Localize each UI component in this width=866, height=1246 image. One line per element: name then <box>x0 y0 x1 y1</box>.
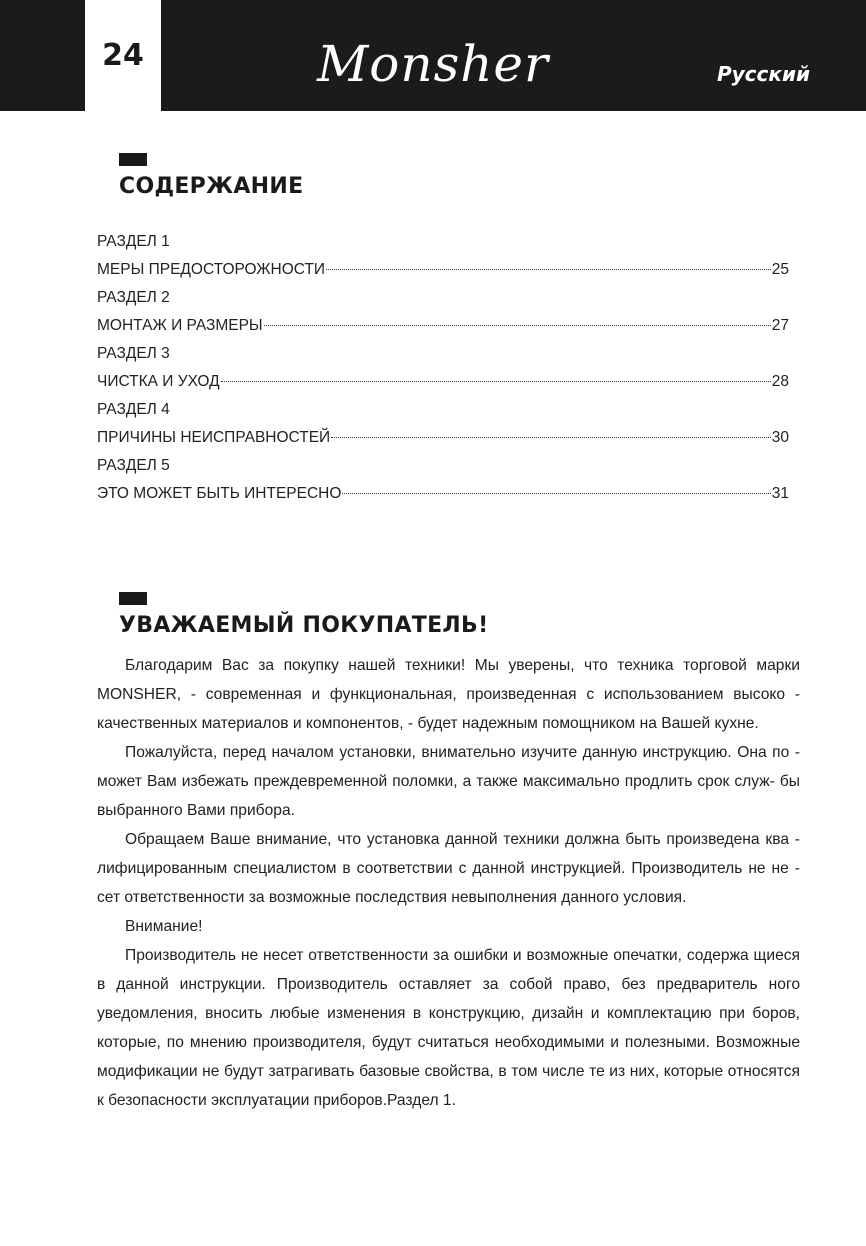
section-marker <box>119 153 147 166</box>
toc-entry-title: ЭТО МОЖЕТ БЫТЬ ИНТЕРЕСНО <box>97 485 342 502</box>
toc-entry-page: 25 <box>771 261 789 278</box>
toc-entry-page: 27 <box>771 317 789 334</box>
page-header <box>0 0 866 111</box>
toc-section-label: РАЗДЕЛ 2 <box>97 289 170 306</box>
toc-entry[interactable] <box>97 312 789 340</box>
contents-title: СОДЕРЖАНИЕ <box>119 174 304 199</box>
paragraph: Обращаем Ваше внимание, что установка данной техники должна быть произведена ква - лифицированным специалистом в соответствии с данной инструкцией. Производитель не не - сет ответственности за возможные последствия невыполнения данного условия. <box>97 831 800 906</box>
greeting-body <box>97 651 800 1115</box>
paragraph: Производитель не несет ответственности за ошибки и возможные опечатки, содержа щиеся в данной инструкции. Производитель оставляет за собой право, без предваритель ного уведомления, вносить любые изменения в конструкцию, дизайн и комплектацию при боров, которые, по мнению производителя, будут считаться необходимыми и полезными. Возможные модификации не будут затрагивать базовые свойства, в том числе те из них, которые относятся к безопасности эксплуатации приборов.Раздел 1. <box>97 947 800 1109</box>
toc-entry-page: 31 <box>771 485 789 502</box>
paragraph: Благодарим Вас за покупку нашей техники! Мы уверены, что техника торговой марки MONSHER, - современная и функциональная, произведенная с использованием высоко - качественных материалов и компонентов, - будет надежным помощником на Вашей кухне. <box>97 657 800 732</box>
toc-entry-title: ПРИЧИНЫ НЕИСПРАВНОСТЕЙ <box>97 429 331 446</box>
toc-section-label: РАЗДЕЛ 4 <box>97 401 170 418</box>
paragraph: Пожалуйста, перед началом установки, внимательно изучите данную инструкцию. Она по - может Вам избежать преждевременной поломки, а также максимально продлить срок служ- бы выбранного Вами прибора. <box>97 744 800 819</box>
toc-section-label: РАЗДЕЛ 5 <box>97 457 170 474</box>
toc-entry[interactable] <box>97 256 789 284</box>
toc-section-label: РАЗДЕЛ 1 <box>97 233 170 250</box>
toc-leader-dots <box>326 269 771 270</box>
toc-entry[interactable] <box>97 480 789 508</box>
toc-entry-title: МОНТАЖ И РАЗМЕРЫ <box>97 317 263 334</box>
toc-leader-dots <box>221 381 771 382</box>
toc-leader-dots <box>264 325 771 326</box>
toc-entry-title: ЧИСТКА И УХОД <box>97 373 220 390</box>
table-of-contents <box>97 228 789 508</box>
brand-logo: Monsher <box>317 35 549 93</box>
page-number: 24 <box>102 38 144 73</box>
paragraph: Внимание! <box>125 918 203 935</box>
toc-leader-dots <box>331 437 771 438</box>
toc-entry[interactable] <box>97 424 789 452</box>
greeting-title: УВАЖАЕМЫЙ ПОКУПАТЕЛЬ! <box>119 613 489 638</box>
toc-section-label: РАЗДЕЛ 3 <box>97 345 170 362</box>
language-label: Русский <box>716 62 810 86</box>
toc-entry-page: 28 <box>771 373 789 390</box>
toc-entry-page: 30 <box>771 429 789 446</box>
toc-leader-dots <box>342 493 770 494</box>
section-marker <box>119 592 147 605</box>
toc-entry[interactable] <box>97 368 789 396</box>
toc-entry-title: МЕРЫ ПРЕДОСТОРОЖНОСТИ <box>97 261 326 278</box>
